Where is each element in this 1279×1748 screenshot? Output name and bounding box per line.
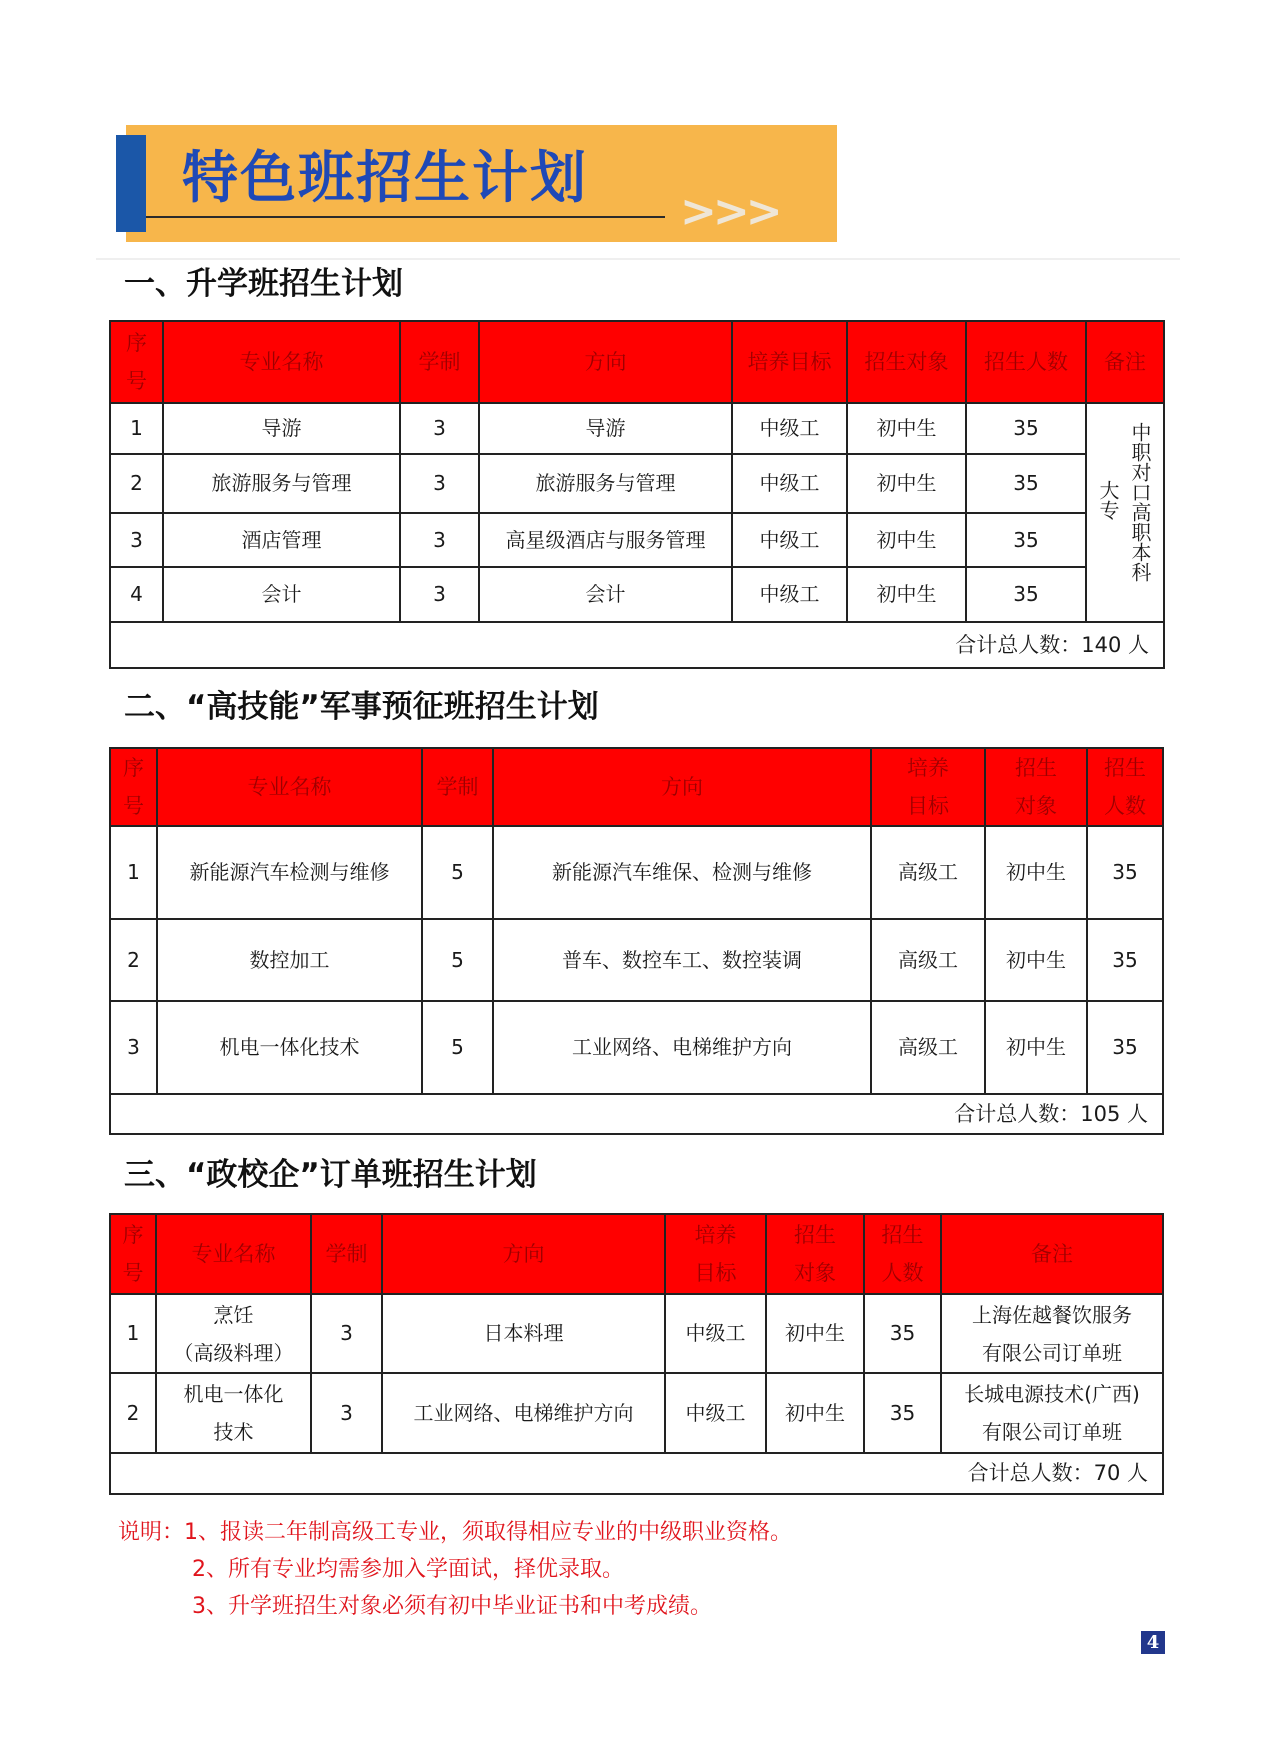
- cell-direction: 新能源汽车维保、检测与维修: [493, 826, 871, 919]
- section-title-2: 二、“高技能”军事预征班招生计划: [124, 689, 599, 725]
- banner-underline: [146, 216, 665, 218]
- cell-seq: 2: [110, 454, 163, 513]
- table-header-row: [110, 321, 1164, 403]
- header-direction: 方向: [382, 1214, 665, 1294]
- table-total-row: [110, 622, 1164, 668]
- cell-major: 机电一体化技术: [157, 1001, 422, 1094]
- header-years: 学制: [422, 748, 493, 826]
- header-major: 专业名称: [163, 321, 400, 403]
- header-years: 学制: [400, 321, 479, 403]
- table-header-row: [110, 1214, 1163, 1294]
- cell-count: 35: [966, 403, 1086, 454]
- header-target: 招生 对象: [766, 1214, 864, 1294]
- header-remark: 备注: [1086, 321, 1164, 403]
- section-title-1: 一、升学班招生计划: [124, 266, 403, 302]
- cell-years: 5: [422, 1001, 493, 1094]
- table-order-class: [109, 1213, 1164, 1495]
- cell-goal: 中级工: [732, 567, 847, 622]
- divider: [96, 258, 1180, 260]
- header-direction: 方向: [479, 321, 732, 403]
- cell-seq: 3: [110, 1001, 157, 1094]
- cell-major: 酒店管理: [163, 513, 400, 567]
- cell-years: 5: [422, 919, 493, 1001]
- table-military-class: [109, 747, 1164, 1135]
- total-count: 合计总人数：70 人: [110, 1453, 1163, 1494]
- cell-goal: 中级工: [665, 1373, 766, 1453]
- header-goal: 培养 目标: [665, 1214, 766, 1294]
- cell-seq: 1: [110, 826, 157, 919]
- cell-count: 35: [966, 513, 1086, 567]
- header-goal: 培养目标: [732, 321, 847, 403]
- table-row: [110, 919, 1163, 1001]
- cell-count: 35: [1087, 919, 1163, 1001]
- table-row: [110, 513, 1164, 567]
- total-count: 合计总人数：105 人: [110, 1094, 1163, 1134]
- table-total-row: [110, 1094, 1163, 1134]
- cell-direction: 会计: [479, 567, 732, 622]
- cell-seq: 1: [110, 1294, 156, 1373]
- cell-count: 35: [864, 1373, 941, 1453]
- cell-seq: 4: [110, 567, 163, 622]
- header-seq: 序 号: [110, 748, 157, 826]
- cell-goal: 高级工: [871, 826, 985, 919]
- cell-seq: 2: [110, 1373, 156, 1453]
- header-goal: 培养 目标: [871, 748, 985, 826]
- header-remark: 备注: [941, 1214, 1163, 1294]
- cell-direction: 导游: [479, 403, 732, 454]
- cell-seq: 1: [110, 403, 163, 454]
- cell-target: 初中生: [847, 454, 966, 513]
- cell-target: 初中生: [847, 403, 966, 454]
- cell-goal: 中级工: [732, 403, 847, 454]
- remark-college: 大专: [1096, 480, 1120, 520]
- cell-target: 初中生: [766, 1294, 864, 1373]
- cell-direction: 工业网络、电梯维护方向: [382, 1373, 665, 1453]
- section-title-3: 三、“政校企”订单班招生计划: [124, 1157, 537, 1193]
- note-line-1: 说明：1、报读二年制高级工专业，须取得相应专业的中级职业资格。: [118, 1520, 792, 1545]
- cell-seq: 2: [110, 919, 157, 1001]
- cell-goal: 高级工: [871, 1001, 985, 1094]
- cell-target: 初中生: [985, 826, 1087, 919]
- cell-direction: 日本料理: [382, 1294, 665, 1373]
- table-row: [110, 1373, 1163, 1453]
- cell-years: 3: [400, 454, 479, 513]
- cell-direction: 旅游服务与管理: [479, 454, 732, 513]
- chevron-right-icon: >>>: [680, 186, 779, 237]
- cell-years: 3: [400, 567, 479, 622]
- table-row: [110, 454, 1164, 513]
- cell-years: 3: [311, 1294, 382, 1373]
- table-upgrade-class: [109, 320, 1165, 669]
- total-count: 合计总人数：140 人: [110, 622, 1164, 668]
- header-count: 招生 人数: [1087, 748, 1163, 826]
- cell-target: 初中生: [766, 1373, 864, 1453]
- remark-pathway: 中职对口高职本科: [1128, 422, 1152, 582]
- header-seq: 序 号: [110, 321, 163, 403]
- header-direction: 方向: [493, 748, 871, 826]
- cell-goal: 中级工: [732, 513, 847, 567]
- cell-years: 3: [400, 403, 479, 454]
- cell-goal: 高级工: [871, 919, 985, 1001]
- header-seq: 序 号: [110, 1214, 156, 1294]
- cell-major: 烹饪 （高级料理）: [156, 1294, 311, 1373]
- table-row: [110, 567, 1164, 622]
- page-title: 特色班招生计划: [182, 146, 588, 211]
- cell-target: 初中生: [847, 513, 966, 567]
- header-years: 学制: [311, 1214, 382, 1294]
- cell-direction: 高星级酒店与服务管理: [479, 513, 732, 567]
- table-row: [110, 1294, 1163, 1373]
- cell-target: 初中生: [985, 1001, 1087, 1094]
- cell-goal: 中级工: [665, 1294, 766, 1373]
- table-row: [110, 1001, 1163, 1094]
- cell-goal: 中级工: [732, 454, 847, 513]
- banner-accent-bar: [116, 135, 146, 232]
- cell-years: 3: [400, 513, 479, 567]
- header-target: 招生 对象: [985, 748, 1087, 826]
- header-count: 招生 人数: [864, 1214, 941, 1294]
- cell-years: 3: [311, 1373, 382, 1453]
- cell-remark: 上海佐越餐饮服务 有限公司订单班: [941, 1294, 1163, 1373]
- cell-major: 导游: [163, 403, 400, 454]
- table-total-row: [110, 1453, 1163, 1494]
- cell-years: 5: [422, 826, 493, 919]
- note-line-3: 3、升学班招生对象必须有初中毕业证书和中考成绩。: [192, 1594, 712, 1619]
- table-row: [110, 403, 1164, 454]
- cell-count: 35: [966, 454, 1086, 513]
- cell-major: 新能源汽车检测与维修: [157, 826, 422, 919]
- cell-target: 初中生: [847, 567, 966, 622]
- cell-direction: 工业网络、电梯维护方向: [493, 1001, 871, 1094]
- cell-major: 会计: [163, 567, 400, 622]
- cell-seq: 3: [110, 513, 163, 567]
- header-major: 专业名称: [157, 748, 422, 826]
- header-target: 招生对象: [847, 321, 966, 403]
- cell-major: 机电一体化 技术: [156, 1373, 311, 1453]
- cell-major: 旅游服务与管理: [163, 454, 400, 513]
- cell-remark-merged: [1086, 403, 1164, 622]
- header-major: 专业名称: [156, 1214, 311, 1294]
- header-count: 招生人数: [966, 321, 1086, 403]
- cell-direction: 普车、数控车工、数控装调: [493, 919, 871, 1001]
- cell-remark: 长城电源技术(广西) 有限公司订单班: [941, 1373, 1163, 1453]
- cell-count: 35: [966, 567, 1086, 622]
- cell-count: 35: [864, 1294, 941, 1373]
- cell-count: 35: [1087, 1001, 1163, 1094]
- cell-major: 数控加工: [157, 919, 422, 1001]
- note-line-2: 2、所有专业均需参加入学面试，择优录取。: [192, 1557, 624, 1582]
- page-number: 4: [1141, 1631, 1165, 1654]
- table-header-row: [110, 748, 1163, 826]
- cell-count: 35: [1087, 826, 1163, 919]
- cell-target: 初中生: [985, 919, 1087, 1001]
- table-row: [110, 826, 1163, 919]
